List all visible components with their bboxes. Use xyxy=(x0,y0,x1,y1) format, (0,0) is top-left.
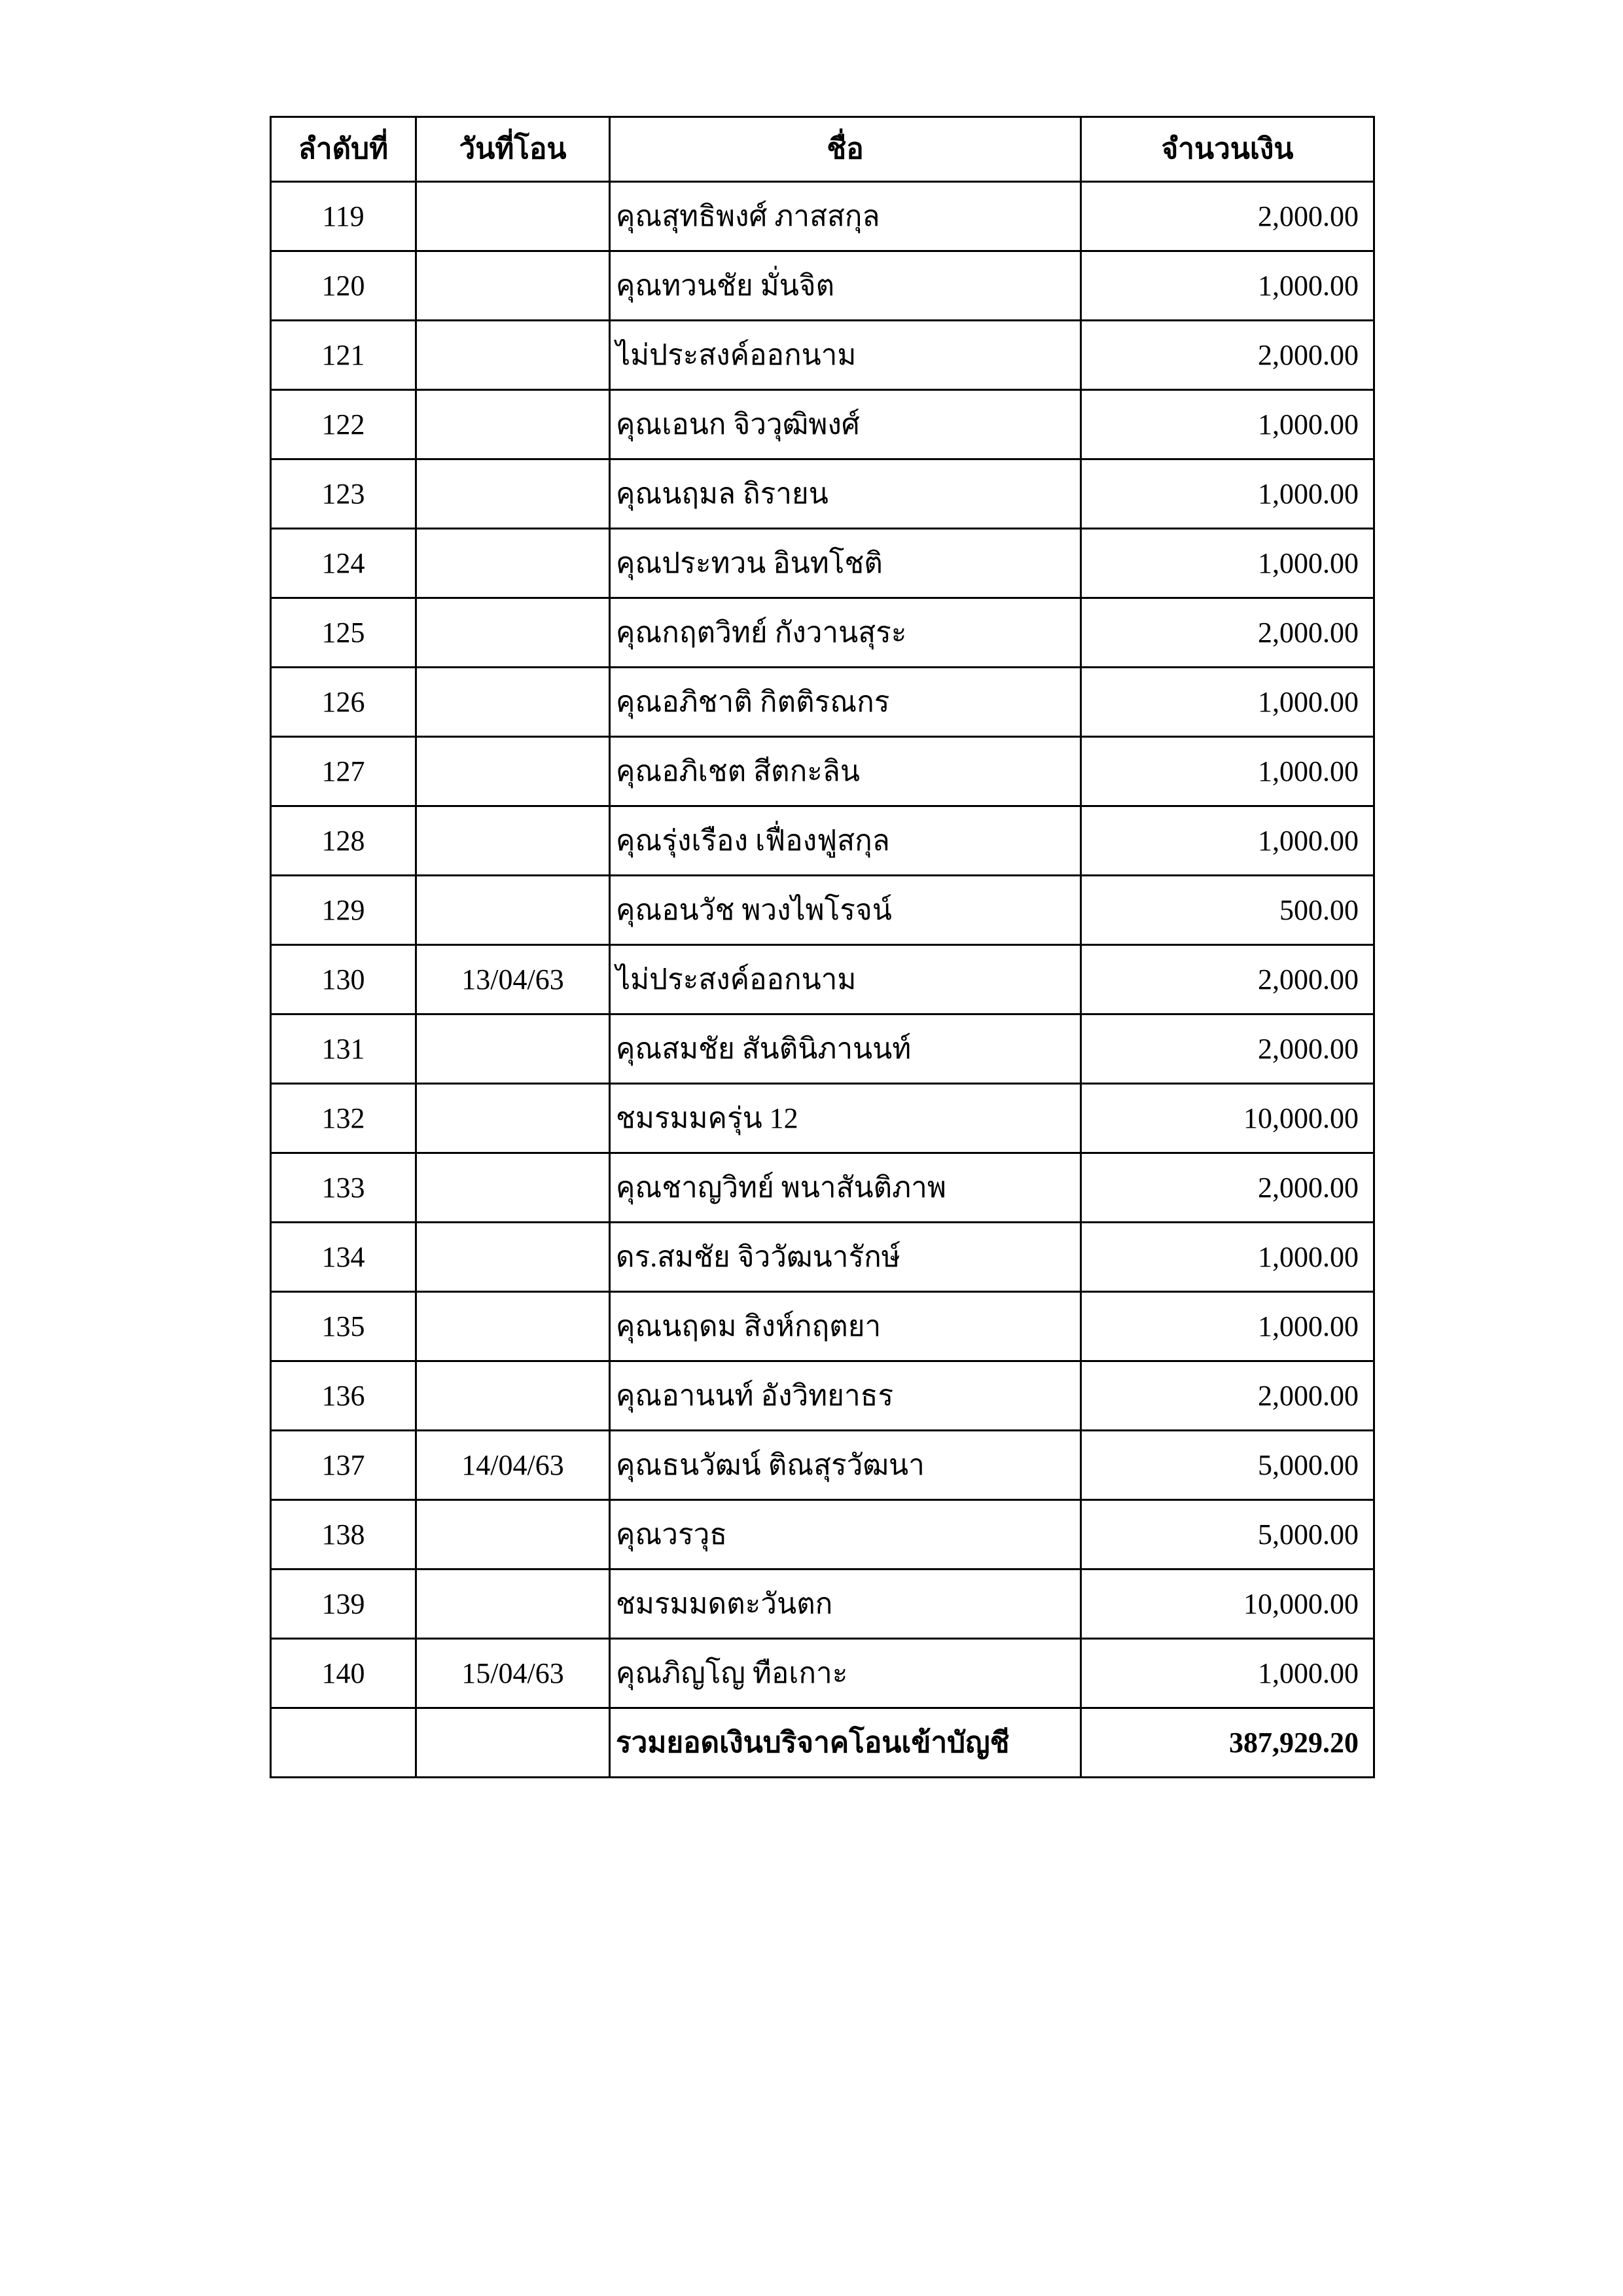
row-amount-cell: 1,000.00 xyxy=(1081,251,1374,321)
table-row xyxy=(271,1570,1374,1639)
row-amount-cell: 1,000.00 xyxy=(1081,1223,1374,1292)
row-number-cell: 130 xyxy=(271,945,416,1014)
table-row xyxy=(271,1431,1374,1500)
row-date-cell xyxy=(416,598,610,668)
table-row xyxy=(271,321,1374,390)
row-number-cell: 119 xyxy=(271,182,416,251)
table-row xyxy=(271,182,1374,251)
row-date-cell xyxy=(416,1361,610,1431)
row-number-cell: 125 xyxy=(271,598,416,668)
row-amount-cell: 1,000.00 xyxy=(1081,390,1374,459)
row-name-cell: คุณอภิเชต สีตกะลิน xyxy=(610,737,1081,806)
row-name-cell: คุณนฤดม สิงห์กฤตยา xyxy=(610,1292,1081,1361)
table-row xyxy=(271,598,1374,668)
row-amount-cell: 2,000.00 xyxy=(1081,598,1374,668)
row-amount-cell: 1,000.00 xyxy=(1081,459,1374,529)
total-row xyxy=(271,1708,1374,1778)
table-body xyxy=(271,182,1374,1708)
table-row xyxy=(271,945,1374,1014)
table-row xyxy=(271,876,1374,945)
row-date-cell xyxy=(416,1500,610,1570)
row-amount-cell: 2,000.00 xyxy=(1081,1153,1374,1223)
row-amount-cell: 1,000.00 xyxy=(1081,1639,1374,1708)
row-name-cell: คุณรุ่งเรือง เฟื่องฟูสกุล xyxy=(610,806,1081,876)
table-row xyxy=(271,529,1374,598)
row-amount-cell: 1,000.00 xyxy=(1081,737,1374,806)
table-row xyxy=(271,1292,1374,1361)
row-number-cell: 124 xyxy=(271,529,416,598)
row-number-cell: 133 xyxy=(271,1153,416,1223)
table-row xyxy=(271,1084,1374,1153)
table-row xyxy=(271,1223,1374,1292)
row-amount-cell: 2,000.00 xyxy=(1081,321,1374,390)
row-number-cell: 139 xyxy=(271,1570,416,1639)
total-number-cell xyxy=(271,1708,416,1778)
row-name-cell: คุณสุทธิพงศ์ ภาสสกุล xyxy=(610,182,1081,251)
row-name-cell: คุณนฤมล ถิรายน xyxy=(610,459,1081,529)
row-name-cell: คุณกฤตวิทย์ กังวานสุระ xyxy=(610,598,1081,668)
row-date-cell xyxy=(416,1223,610,1292)
table-row xyxy=(271,251,1374,321)
row-number-cell: 121 xyxy=(271,321,416,390)
table-row xyxy=(271,1153,1374,1223)
row-name-cell: คุณอภิชาติ กิตติรณกร xyxy=(610,668,1081,737)
row-date-cell xyxy=(416,251,610,321)
row-name-cell: คุณธนวัฒน์ ติณสุรวัฒนา xyxy=(610,1431,1081,1500)
row-number-cell: 132 xyxy=(271,1084,416,1153)
row-amount-cell: 5,000.00 xyxy=(1081,1431,1374,1500)
row-name-cell: คุณทวนชัย มั่นจิต xyxy=(610,251,1081,321)
row-amount-cell: 2,000.00 xyxy=(1081,945,1374,1014)
table-row xyxy=(271,1639,1374,1708)
row-number-cell: 127 xyxy=(271,737,416,806)
row-date-cell xyxy=(416,1084,610,1153)
row-name-cell: คุณอนวัช พวงไพโรจน์ xyxy=(610,876,1081,945)
table-row xyxy=(271,1500,1374,1570)
row-number-cell: 128 xyxy=(271,806,416,876)
row-amount-cell: 2,000.00 xyxy=(1081,1014,1374,1084)
donation-table xyxy=(270,116,1375,1778)
row-date-cell xyxy=(416,1570,610,1639)
row-amount-cell: 2,000.00 xyxy=(1081,1361,1374,1431)
total-label: รวมยอดเงินบริจาคโอนเข้าบัญชี xyxy=(610,1708,1081,1778)
row-name-cell: ชมรมมดตะวันตก xyxy=(610,1570,1081,1639)
row-name-cell: คุณภิญโญ ทือเกาะ xyxy=(610,1639,1081,1708)
row-number-cell: 120 xyxy=(271,251,416,321)
header-amount: จำนวนเงิน xyxy=(1081,117,1374,182)
table-row xyxy=(271,1361,1374,1431)
row-date-cell xyxy=(416,876,610,945)
table-row xyxy=(271,459,1374,529)
table-row xyxy=(271,1014,1374,1084)
row-date-cell xyxy=(416,1292,610,1361)
row-amount-cell: 500.00 xyxy=(1081,876,1374,945)
row-number-cell: 122 xyxy=(271,390,416,459)
row-number-cell: 140 xyxy=(271,1639,416,1708)
row-name-cell: ดร.สมชัย จิววัฒนารักษ์ xyxy=(610,1223,1081,1292)
row-date-cell xyxy=(416,1153,610,1223)
row-amount-cell: 1,000.00 xyxy=(1081,668,1374,737)
row-number-cell: 131 xyxy=(271,1014,416,1084)
row-date-cell xyxy=(416,806,610,876)
row-amount-cell: 1,000.00 xyxy=(1081,1292,1374,1361)
table-header-row xyxy=(271,117,1374,182)
row-number-cell: 137 xyxy=(271,1431,416,1500)
row-date-cell xyxy=(416,459,610,529)
row-amount-cell: 2,000.00 xyxy=(1081,182,1374,251)
row-name-cell: ไม่ประสงค์ออกนาม xyxy=(610,945,1081,1014)
row-amount-cell: 1,000.00 xyxy=(1081,529,1374,598)
row-number-cell: 135 xyxy=(271,1292,416,1361)
row-date-cell xyxy=(416,390,610,459)
row-name-cell: ไม่ประสงค์ออกนาม xyxy=(610,321,1081,390)
row-amount-cell: 5,000.00 xyxy=(1081,1500,1374,1570)
row-amount-cell: 10,000.00 xyxy=(1081,1084,1374,1153)
table-row xyxy=(271,390,1374,459)
header-name: ชื่อ xyxy=(610,117,1081,182)
row-date-cell: 15/04/63 xyxy=(416,1639,610,1708)
row-date-cell xyxy=(416,737,610,806)
row-name-cell: คุณอานนท์ อังวิทยาธร xyxy=(610,1361,1081,1431)
row-name-cell: คุณชาญวิทย์ พนาสันติภาพ xyxy=(610,1153,1081,1223)
row-date-cell: 13/04/63 xyxy=(416,945,610,1014)
row-name-cell: ชมรมมครุ่น 12 xyxy=(610,1084,1081,1153)
table-row xyxy=(271,668,1374,737)
row-number-cell: 129 xyxy=(271,876,416,945)
row-date-cell xyxy=(416,321,610,390)
row-amount-cell: 10,000.00 xyxy=(1081,1570,1374,1639)
header-number: ลำดับที่ xyxy=(271,117,416,182)
row-number-cell: 126 xyxy=(271,668,416,737)
row-number-cell: 134 xyxy=(271,1223,416,1292)
row-name-cell: คุณเอนก จิววุฒิพงศ์ xyxy=(610,390,1081,459)
header-transfer-date: วันที่โอน xyxy=(416,117,610,182)
row-date-cell xyxy=(416,1014,610,1084)
row-amount-cell: 1,000.00 xyxy=(1081,806,1374,876)
total-date-cell xyxy=(416,1708,610,1778)
row-name-cell: คุณวรวุธ xyxy=(610,1500,1081,1570)
row-date-cell xyxy=(416,529,610,598)
row-date-cell: 14/04/63 xyxy=(416,1431,610,1500)
row-number-cell: 136 xyxy=(271,1361,416,1431)
row-number-cell: 138 xyxy=(271,1500,416,1570)
row-number-cell: 123 xyxy=(271,459,416,529)
row-date-cell xyxy=(416,668,610,737)
table-row xyxy=(271,806,1374,876)
row-name-cell: คุณประทวน อินทโชติ xyxy=(610,529,1081,598)
total-amount: 387,929.20 xyxy=(1081,1708,1374,1778)
table-row xyxy=(271,737,1374,806)
row-date-cell xyxy=(416,182,610,251)
row-name-cell: คุณสมชัย สันตินิภานนท์ xyxy=(610,1014,1081,1084)
